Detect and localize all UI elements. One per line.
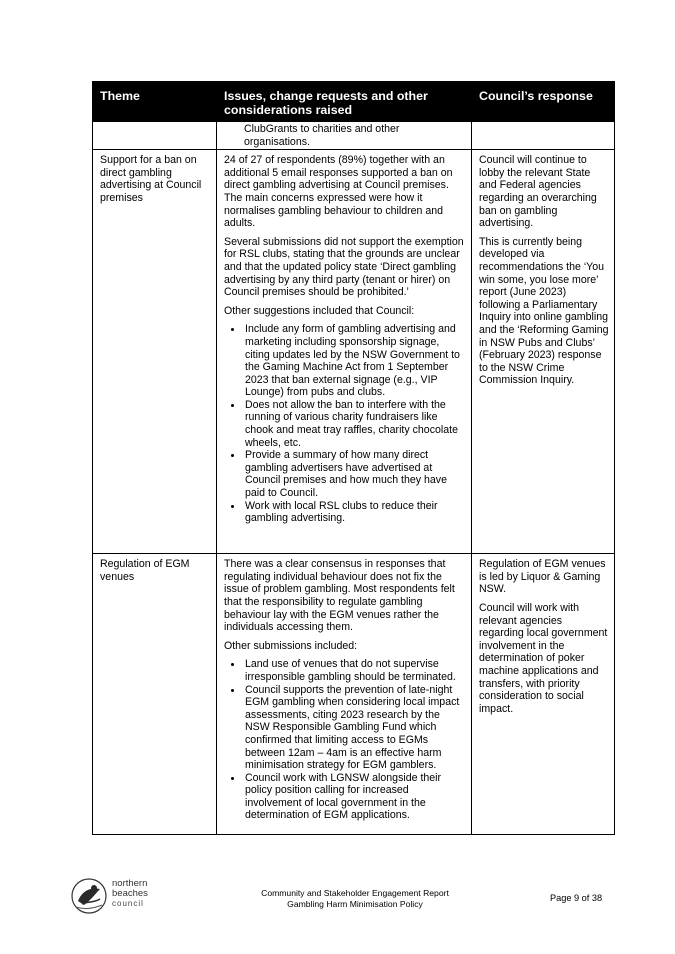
- bullet-item: • Council supports the prevention of late-night EGM gambling when considering local impact assessments, citing 2023 research by the NSW Responsible Gambling Fund which confirmed that limiting access to EGMs between 12am – 4am is an effective harm minimisation strategy for EGM gamblers.: [243, 684, 466, 772]
- table-row-continued: [93, 122, 615, 150]
- table-row: [93, 150, 615, 554]
- issues-paragraph: There was a clear consensus in responses that regulating individual behaviour does not fix the issue of problem gambling. Most respondents felt that the responsibility to regulate gambling behaviour lay with the EGM venues rather the individuals accessing them.: [224, 558, 455, 634]
- issues-paragraph: Several submissions did not support the exemption for RSL clubs, stating that the grounds are unclear and that the updated policy state ‘Direct gambling advertising by any third party (tenant or hirer) on Council premises should be prohibited.’: [224, 235, 464, 299]
- page-number: Page 9 of 38: [550, 893, 603, 903]
- issues-bullet-list: [224, 658, 466, 822]
- table-header-row: [93, 82, 615, 122]
- bullet-item: • Council work with LGNSW alongside their policy position calling for increased involvement of local government in the determination of EGM applications.: [243, 772, 466, 822]
- bullet-item: • Provide a summary of how many direct gambling advertisers have advertised at Council premises and how much they have paid to Council.: [243, 449, 466, 499]
- issues-paragraph: Other suggestions included that Council:: [224, 304, 415, 317]
- page-footer: [0, 870, 675, 920]
- issues-cell: [217, 554, 472, 835]
- header-response: Council’s response: [472, 82, 615, 122]
- response-cell: [472, 554, 615, 835]
- bullet-item: • Include any form of gambling advertising and marketing including sponsorship signage, citing updates led by the NSW Government to the Gaming Machine Act from 1 September 2023 that ban external signage (e.g., VIP Lounge) from pubs and clubs.: [243, 323, 466, 399]
- response-paragraph: Council will continue to lobby the relevant State and Federal agencies regarding an overarching ban on gambling advertising.: [479, 154, 597, 230]
- theme-cell: Support for a ban on direct gambling advertising at Council premises: [93, 150, 217, 554]
- council-logo-icon: [70, 877, 108, 915]
- report-title: [230, 888, 480, 909]
- council-wordmark: northern beaches council: [112, 878, 148, 908]
- table-row: [93, 554, 615, 835]
- header-issues: Issues, change requests and other considerations raised: [217, 82, 472, 122]
- response-cell: [472, 150, 615, 554]
- response-paragraph: Council will work with relevant agencies regarding local government involvement in the determination of poker machine applications and transfers, with priority consideration to social impact.: [479, 601, 608, 715]
- issues-cell: [217, 150, 472, 554]
- issues-paragraph: Other submissions included:: [224, 639, 358, 652]
- consultation-table: [92, 81, 615, 835]
- response-paragraph: Regulation of EGM venues is led by Liquor & Gaming NSW.: [479, 558, 606, 596]
- issues-paragraph: 24 of 27 of respondents (89%) together with an additional 5 email responses supported a ban on direct gambling advertising at Council premises. The main concerns expressed were how it normalises gambling behaviour to children and adults.: [224, 154, 453, 230]
- bullet-item: • Work with local RSL clubs to reduce their gambling advertising.: [243, 500, 466, 525]
- response-paragraph: This is currently being developed via recommendations the ‘You win some, you lose more’ report (June 2023) following a Parliamentary Inquiry into online gambling and the ‘Reforming Gaming in NSW Pubs and Clubs’ (February 2023) response to the NSW Crime Commission Inquiry.: [479, 235, 609, 387]
- continued-text: ClubGrants to charities and other organisations.: [244, 123, 400, 148]
- issues-bullet-list: [224, 323, 466, 525]
- report-subtitle-line: Gambling Harm Minimisation Policy: [287, 898, 423, 909]
- theme-cell: Regulation of EGM venues: [93, 554, 217, 835]
- bullet-item: • Land use of venues that do not supervise irresponsible gambling should be terminated.: [243, 658, 466, 683]
- header-theme: Theme: [93, 82, 217, 122]
- report-title-line: Community and Stakeholder Engagement Report: [261, 888, 449, 898]
- bullet-item: • Does not allow the ban to interfere with the running of various charity fundraisers like chook and meat tray raffles, charity chocolate wheels, etc.: [243, 399, 466, 449]
